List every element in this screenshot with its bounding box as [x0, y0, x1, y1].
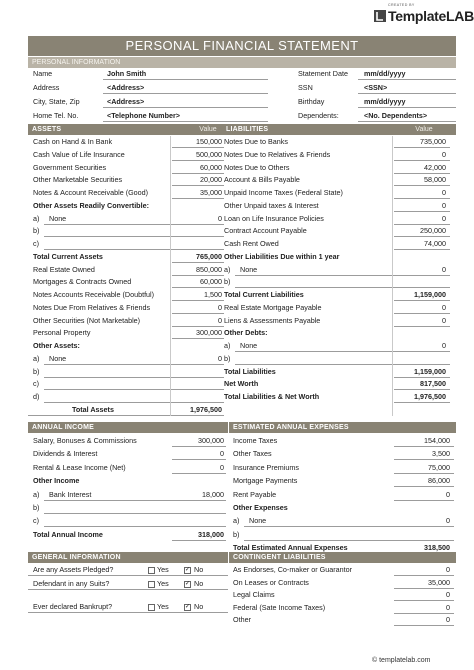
liability-value-underline: [394, 402, 450, 403]
brand-name: TemplateLAB: [388, 8, 474, 24]
liability-row-value[interactable]: 0: [442, 213, 446, 223]
asset-value-underline: [172, 338, 224, 339]
contingent-row-value[interactable]: 0: [446, 565, 450, 574]
liability-value-underline: [394, 249, 450, 250]
asset-row-value[interactable]: 60,000: [200, 277, 222, 287]
expense-row-label: b): [233, 529, 240, 539]
total-assets-underline: [28, 415, 224, 416]
expense-value-underline: [394, 486, 454, 487]
personal-right-value[interactable]: mm/dd/yyyy: [364, 69, 406, 78]
assets-value-header: Value: [199, 126, 217, 133]
asset-row-label: a): [33, 353, 40, 363]
asset-value-underline: [172, 364, 224, 365]
asset-row-value[interactable]: 0: [218, 302, 222, 312]
yes-checkbox[interactable]: [148, 581, 155, 588]
personal-left-label: Home Tel. No.: [33, 111, 79, 120]
asset-value-underline: [172, 173, 224, 174]
asset-value-underline: [172, 313, 224, 314]
yes-checkbox[interactable]: [148, 567, 155, 574]
personal-right-label: SSN: [298, 83, 313, 92]
liabilities-header: LIABILITIES Value: [222, 124, 456, 135]
liability-row-value[interactable]: 817,500: [420, 379, 446, 389]
liability-row-label: b): [224, 277, 231, 287]
personal-right-value[interactable]: mm/dd/yyyy: [364, 97, 406, 106]
income-sub-underline: [44, 513, 176, 514]
liability-row-value[interactable]: 1,976,500: [414, 392, 446, 401]
income-row-label: b): [33, 503, 40, 512]
expense-row-sub[interactable]: None: [249, 516, 267, 526]
expense-row-label: Other Expenses: [233, 503, 288, 512]
asset-row-label: c): [33, 239, 39, 248]
contingent-value-underline: [394, 625, 454, 626]
asset-row-value[interactable]: 0: [218, 213, 222, 223]
contingent-value-underline: [394, 613, 454, 614]
asset-sub-underline: [44, 364, 176, 365]
personal-right-underline: [358, 93, 456, 94]
liability-value-underline: [394, 351, 450, 352]
asset-row-label: Total Current Assets: [33, 251, 103, 261]
asset-sub-underline: [44, 402, 176, 403]
income-row-value[interactable]: 0: [220, 462, 224, 472]
contingent-row-value[interactable]: 0: [446, 590, 450, 600]
asset-row-label: Cash Value of Life Insurance: [33, 149, 125, 159]
no-label: No: [194, 579, 204, 588]
liability-row-label: Liens & Assessments Payable: [224, 315, 321, 325]
asset-row-value[interactable]: 300,000: [196, 328, 222, 338]
templatelab-mark-icon: [374, 10, 386, 22]
general-question-underline: [28, 589, 228, 590]
income-row-value[interactable]: 300,000: [198, 436, 224, 445]
page-title: PERSONAL FINANCIAL STATEMENT: [28, 36, 456, 56]
liability-sub-underline: [235, 287, 395, 288]
liability-sub-underline: [235, 364, 395, 365]
liability-value-underline: [394, 147, 450, 148]
liability-row-label: a): [224, 341, 231, 350]
yes-label: Yes: [157, 579, 169, 588]
expense-row-label: Income Taxes: [233, 436, 278, 445]
asset-value-underline: [172, 287, 224, 288]
personal-info-header: PERSONAL INFORMATION: [28, 57, 456, 68]
contingent-value-underline: [394, 600, 454, 601]
created-by-text: CREATED BY: [388, 3, 415, 7]
income-sub-underline: [44, 500, 176, 501]
personal-left-value[interactable]: <Address>: [107, 97, 145, 106]
expense-row-label: Rent Payable: [233, 489, 277, 499]
contingent-row-label: As Endorses, Co-maker or Guarantor: [233, 565, 353, 574]
expense-row-value[interactable]: 3,500: [432, 449, 450, 459]
personal-right-label: Dependents:: [298, 111, 339, 120]
income-row-label: c): [33, 516, 39, 526]
liability-row-sub[interactable]: None: [240, 264, 258, 274]
income-row-label: Total Annual Income: [33, 529, 103, 539]
asset-row-sub[interactable]: None: [49, 353, 67, 363]
asset-row-value[interactable]: 0: [218, 315, 222, 325]
liability-row-value[interactable]: 1,159,000: [414, 366, 446, 376]
asset-row-label: b): [33, 226, 40, 236]
liability-row-label: Notes Due to Others: [224, 162, 290, 172]
liability-row-label: Loan on Life Insurance Policies: [224, 213, 324, 223]
liability-value-underline: [394, 185, 450, 186]
asset-row-value[interactable]: 850,000: [196, 264, 222, 274]
expense-row-label: Other Taxes: [233, 449, 272, 459]
asset-row-value[interactable]: 765,000: [196, 251, 222, 261]
expense-value-underline: [394, 540, 454, 541]
liability-row-label: Unpaid Income Taxes (Federal State): [224, 188, 343, 197]
asset-row-value[interactable]: 20,000: [200, 175, 222, 185]
asset-value-underline: [172, 224, 224, 225]
expense-value-underline: [394, 459, 454, 460]
asset-row-value[interactable]: 35,000: [200, 188, 222, 197]
income-value-underline: [172, 513, 226, 514]
contingent-row-value[interactable]: 35,000: [428, 577, 450, 587]
asset-value-underline: [172, 185, 224, 186]
income-row-label: Rental & Lease Income (Net): [33, 462, 126, 472]
personal-right-underline: [358, 79, 456, 80]
liabilities-value-column-divider: [392, 136, 393, 416]
income-row-label: Other Income: [33, 476, 80, 486]
liability-value-underline: [394, 173, 450, 174]
asset-row-label: Other Marketable Securities: [33, 175, 123, 185]
general-information-header: GENERAL INFORMATION: [28, 552, 228, 563]
liability-value-underline: [394, 300, 450, 301]
income-row-sub[interactable]: Bank Interest: [49, 489, 92, 499]
asset-sub-underline: [44, 224, 176, 225]
liability-row-label: Notes Due to Banks: [224, 137, 288, 146]
asset-value-underline: [172, 275, 224, 276]
expense-row-value[interactable]: 0: [446, 489, 450, 499]
no-label: No: [194, 565, 204, 574]
asset-row-label: b): [33, 366, 40, 376]
personal-left-underline: [103, 107, 268, 108]
liability-sub-underline: [235, 351, 395, 352]
asset-row-value[interactable]: 150,000: [196, 137, 222, 146]
asset-row-sub[interactable]: None: [49, 213, 67, 223]
asset-row-label: Notes Due From Relatives & Friends: [33, 302, 151, 312]
expense-row-value[interactable]: 0: [446, 516, 450, 526]
personal-left-underline: [103, 79, 268, 80]
liability-row-value[interactable]: 0: [442, 264, 446, 274]
asset-row-label: Notes Accounts Receivable (Doubtful): [33, 290, 155, 299]
liability-row-value[interactable]: 0: [442, 200, 446, 210]
yes-label: Yes: [157, 602, 169, 611]
liability-row-value[interactable]: 735,000: [420, 137, 446, 146]
liability-value-underline: [394, 211, 450, 212]
personal-right-value[interactable]: <No. Dependents>: [364, 111, 428, 120]
contingent-liabilities-header: CONTINGENT LIABILITIES: [229, 552, 456, 563]
personal-left-label: Name: [33, 69, 53, 78]
liability-row-value[interactable]: 0: [442, 315, 446, 325]
asset-sub-underline: [44, 249, 176, 250]
expense-row-value[interactable]: 86,000: [428, 476, 450, 486]
asset-sub-underline: [44, 377, 176, 378]
liabilities-value-header: Value: [415, 126, 433, 133]
income-row-label: a): [33, 489, 40, 499]
yes-checkbox[interactable]: [148, 604, 155, 611]
no-checkbox[interactable]: ✓: [185, 580, 191, 587]
no-checkbox[interactable]: ✓: [185, 603, 191, 610]
contingent-row-label: Legal Claims: [233, 590, 275, 600]
expense-sub-underline: [244, 526, 404, 527]
expense-value-underline: [394, 473, 454, 474]
expense-row-label: a): [233, 516, 240, 526]
liability-row-label: Real Estate Mortgage Payable: [224, 302, 322, 312]
liability-row-label: Other Unpaid taxes & Interest: [224, 200, 319, 210]
personal-right-label: Statement Date: [298, 69, 348, 78]
liability-value-underline: [394, 287, 450, 288]
liability-row-label: Account & Bills Payable: [224, 175, 300, 185]
estimated-expenses-header: ESTIMATED ANNUAL EXPENSES: [229, 422, 456, 433]
general-question-underline: [28, 612, 228, 613]
asset-value-underline: [172, 389, 224, 390]
contingent-row-value[interactable]: 0: [446, 615, 450, 625]
income-value-underline: [172, 526, 226, 527]
personal-right-underline: [358, 107, 456, 108]
personal-left-value[interactable]: John Smith: [107, 69, 147, 78]
asset-value-underline: [172, 198, 224, 199]
no-checkbox[interactable]: ✓: [185, 566, 191, 573]
liability-row-value[interactable]: 58,000: [424, 175, 446, 185]
asset-value-underline: [172, 160, 224, 161]
expense-value-underline: [394, 500, 454, 501]
income-row-value[interactable]: 0: [220, 449, 224, 459]
liability-row-value[interactable]: 0: [442, 149, 446, 159]
expense-row-label: Total Estimated Annual Expenses: [233, 543, 348, 553]
liability-row-value[interactable]: 42,000: [424, 162, 446, 172]
liability-row-label: Notes Due to Relatives & Friends: [224, 149, 331, 159]
asset-sub-underline: [44, 236, 176, 237]
liability-row-label: Contract Account Payable: [224, 226, 307, 236]
asset-row-label: Mortgages & Contracts Owned: [33, 277, 132, 287]
total-assets-label: Total Assets: [72, 404, 114, 414]
liability-row-value[interactable]: 0: [442, 302, 446, 312]
contingent-row-label: Other: [233, 615, 251, 625]
asset-row-label: Notes & Account Receivable (Good): [33, 188, 149, 197]
asset-value-underline: [172, 300, 224, 301]
liability-row-value[interactable]: 250,000: [420, 226, 446, 236]
templatelab-logo: [374, 3, 474, 25]
income-row-label: Salary, Bonuses & Commissions: [33, 436, 137, 445]
income-sub-underline: [44, 526, 176, 527]
liability-value-underline: [394, 224, 450, 225]
asset-value-underline: [172, 236, 224, 237]
expense-row-value[interactable]: 75,000: [428, 462, 450, 472]
asset-value-underline: [172, 402, 224, 403]
no-label: No: [194, 602, 204, 611]
asset-value-underline: [172, 377, 224, 378]
liability-value-underline: [394, 364, 450, 365]
income-value-underline: [172, 473, 226, 474]
yes-label: Yes: [157, 565, 169, 574]
personal-left-underline: [103, 121, 268, 122]
expense-value-underline: [394, 446, 454, 447]
personal-left-value[interactable]: <Address>: [107, 83, 145, 92]
personal-right-value[interactable]: <SSN>: [364, 83, 388, 92]
general-question-label: Are any Assets Pledged?: [33, 565, 114, 574]
asset-value-underline: [172, 262, 224, 263]
income-value-underline: [172, 500, 226, 501]
asset-row-label: Real Estate Owned: [33, 264, 95, 274]
asset-row-label: Personal Property: [33, 328, 91, 338]
total-assets-value[interactable]: 1,976,500: [190, 404, 222, 414]
expense-value-underline: [394, 526, 454, 527]
expense-row-value[interactable]: 154,000: [424, 436, 450, 445]
liability-value-underline: [394, 313, 450, 314]
asset-row-label: c): [33, 379, 39, 389]
liability-value-underline: [394, 389, 450, 390]
liability-value-underline: [394, 198, 450, 199]
footer-copyright: © templatelab.com: [372, 657, 431, 664]
expense-sub-underline: [244, 540, 404, 541]
liability-row-value[interactable]: 0: [442, 341, 446, 350]
contingent-row-label: On Leases or Contracts: [233, 577, 309, 587]
liability-row-label: Total Current Liabilities: [224, 290, 304, 299]
asset-value-underline: [172, 326, 224, 327]
liability-row-value[interactable]: 74,000: [424, 239, 446, 248]
asset-row-label: Government Securities: [33, 162, 107, 172]
liability-row-label: Other Debts:: [224, 328, 268, 338]
liability-row-label: Total Liabilities & Net Worth: [224, 392, 320, 401]
asset-row-value[interactable]: 60,000: [200, 162, 222, 172]
liability-row-label: Total Liabilities: [224, 366, 276, 376]
asset-row-value[interactable]: 0: [218, 353, 222, 363]
liability-row-label: a): [224, 264, 231, 274]
assets-value-column-divider: [170, 136, 171, 416]
personal-left-value[interactable]: <Telephone Number>: [107, 111, 180, 120]
liability-value-underline: [394, 160, 450, 161]
general-question-label: Ever declared Bankrupt?: [33, 602, 113, 611]
liability-row-sub[interactable]: None: [240, 341, 258, 350]
liability-value-underline: [394, 326, 450, 327]
expense-row-label: Insurance Premiums: [233, 462, 299, 472]
personal-left-underline: [103, 93, 268, 94]
liability-value-underline: [394, 236, 450, 237]
asset-row-value[interactable]: 1,500: [204, 290, 222, 299]
liability-value-underline: [394, 275, 450, 276]
income-row-value[interactable]: 18,000: [202, 489, 224, 499]
asset-value-underline: [172, 249, 224, 250]
liability-row-label: Cash Rent Owed: [224, 239, 279, 248]
income-value-underline: [172, 540, 226, 541]
income-row-label: Dividends & Interest: [33, 449, 98, 459]
contingent-row-label: Federal (Sate Income Taxes): [233, 602, 326, 612]
asset-row-value[interactable]: 500,000: [196, 149, 222, 159]
personal-right-underline: [358, 121, 456, 122]
personal-right-label: Birthday: [298, 97, 325, 106]
general-question-underline: [28, 575, 228, 576]
personal-left-label: City, State, Zip: [33, 97, 80, 106]
income-value-underline: [172, 446, 226, 447]
contingent-value-underline: [394, 575, 454, 576]
asset-row-label: Other Securities (Not Marketable): [33, 315, 141, 325]
asset-row-label: d): [33, 392, 40, 401]
liability-row-label: Net Worth: [224, 379, 259, 389]
annual-income-header: ANNUAL INCOME: [28, 422, 228, 433]
liability-row-value[interactable]: 0: [442, 188, 446, 197]
asset-sub-underline: [44, 389, 176, 390]
liability-value-underline: [394, 377, 450, 378]
contingent-row-value[interactable]: 0: [446, 602, 450, 612]
asset-row-label: Other Assets Readily Convertible:: [33, 200, 149, 210]
income-value-underline: [172, 459, 226, 460]
income-row-value[interactable]: 318,000: [198, 529, 224, 539]
expense-row-label: Mortgage Payments: [233, 476, 298, 486]
expense-row-value[interactable]: 318,500: [424, 543, 450, 553]
general-question-label: Defendant in any Suits?: [33, 579, 110, 588]
liability-row-value[interactable]: 1,159,000: [414, 290, 446, 299]
liability-sub-underline: [235, 275, 395, 276]
asset-row-label: Other Assets:: [33, 341, 80, 350]
asset-row-label: Cash on Hand & In Bank: [33, 137, 113, 146]
asset-row-label: a): [33, 213, 40, 223]
personal-left-label: Address: [33, 83, 60, 92]
liability-row-label: b): [224, 353, 231, 363]
contingent-value-underline: [394, 588, 454, 589]
assets-header: ASSETS Value: [28, 124, 240, 135]
liability-row-label: Other Liabilities Due within 1 year: [224, 251, 340, 261]
asset-value-underline: [172, 147, 224, 148]
